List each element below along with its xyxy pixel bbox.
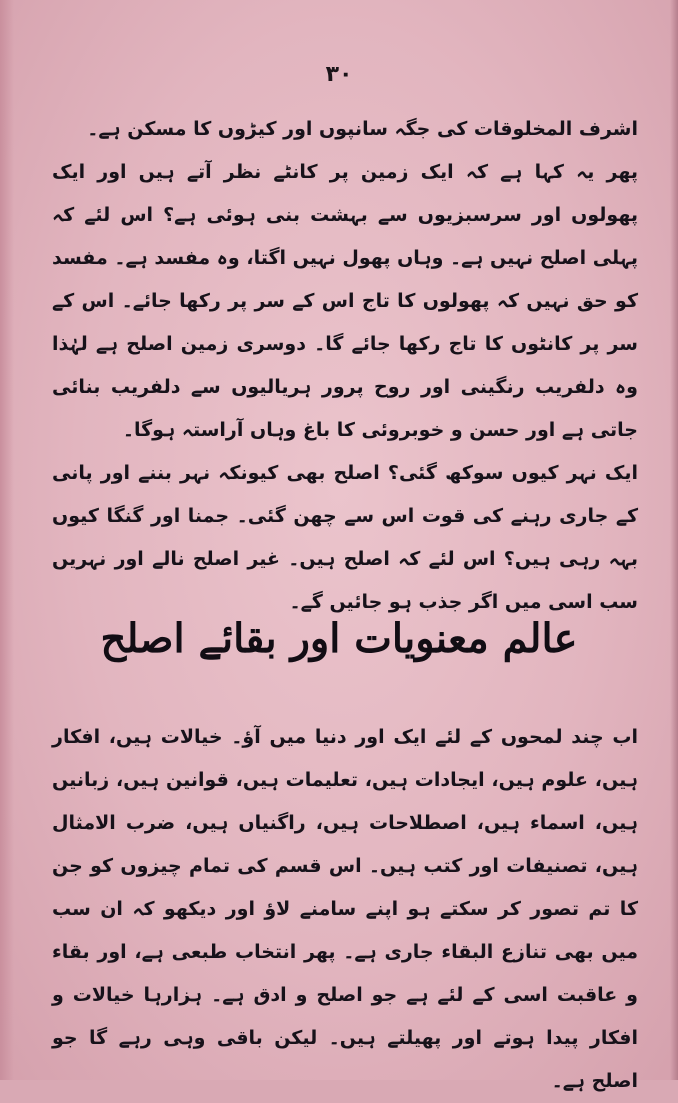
page-number: ۳۰ — [325, 62, 353, 87]
paragraph: اشرف المخلوقات کی جگہ سانپوں اور کیڑوں کا مسکن ہے۔ — [87, 118, 638, 140]
paragraph: اب چند لمحوں کے لئے ایک اور دنیا میں آؤ۔ خیالات ہیں، افکار ہیں، علوم ہیں، ایجادات ہیں، تعلیمات ہیں، قوانین ہیں، زبانیں ہیں، اسماء ہیں، اصطلاحات ہیں، راگنیاں ہیں، ضرب الامثال ہیں، تصنیفات اور کتب ہیں۔ اس قسم کی تمام چیزوں کو جن کا تم تصور کر سکتے ہو اپنے سامنے لاؤ اور دیکھو کہ ان سب میں بھی تنازع البقاء جاری ہے۔ پھر انتخاب طبعی ہے، اور بقاء و عاقبت اسی کے لئے ہے جو اصلح و ادق ہے۔ ہزارہا خیالات و افکار پیدا ہوتے اور پھیلتے ہیں۔ لیکن باقی وہی رہے گا جو اصلح ہے۔ — [52, 726, 638, 1092]
text-section-1 — [52, 108, 638, 624]
paragraph: ایک نہر کیوں سوکھ گئی؟ اصلح بھی کیونکہ نہر بننے اور پانی کے جاری رہنے کی قوت اس سے چھن گئی۔ جمنا اور گنگا کیوں بہہ رہی ہیں؟ اس لئے کہ اصلح ہیں۔ غیر اصلح نالے اور نہریں سب اسی میں اگر جذب ہو جائیں گے۔ — [52, 462, 638, 613]
paragraph: پھر یہ کہا ہے کہ ایک زمین پر کانٹے نظر آتے ہیں اور ایک پھولوں اور سرسبزیوں سے بہشت بنی ہوئی ہے؟ اس لئے کہ پہلی اصلح نہیں ہے۔ وہاں پھول نہیں اگتا، وہ مفسد ہے۔ مفسد کو حق نہیں کہ پھولوں کا تاج اس کے سر پر رکھا جائے۔ اس کے سر پر کانٹوں کا تاج رکھا جائے گا۔ دوسری زمین اصلح ہے لہٰذا وہ دلفریب رنگینی اور روح پرور ہریالیوں سے دلفریب بنائی جاتی ہے اور حسن و خوبروئی کا باغ وہاں آراستہ ہوگا۔ — [52, 161, 638, 441]
text-section-2 — [52, 716, 638, 1103]
page-edge-shadow-left — [0, 0, 14, 1080]
page-edge-shadow-right — [670, 0, 678, 1080]
section-heading: عالم معنویات اور بقائے اصلح — [100, 615, 578, 662]
